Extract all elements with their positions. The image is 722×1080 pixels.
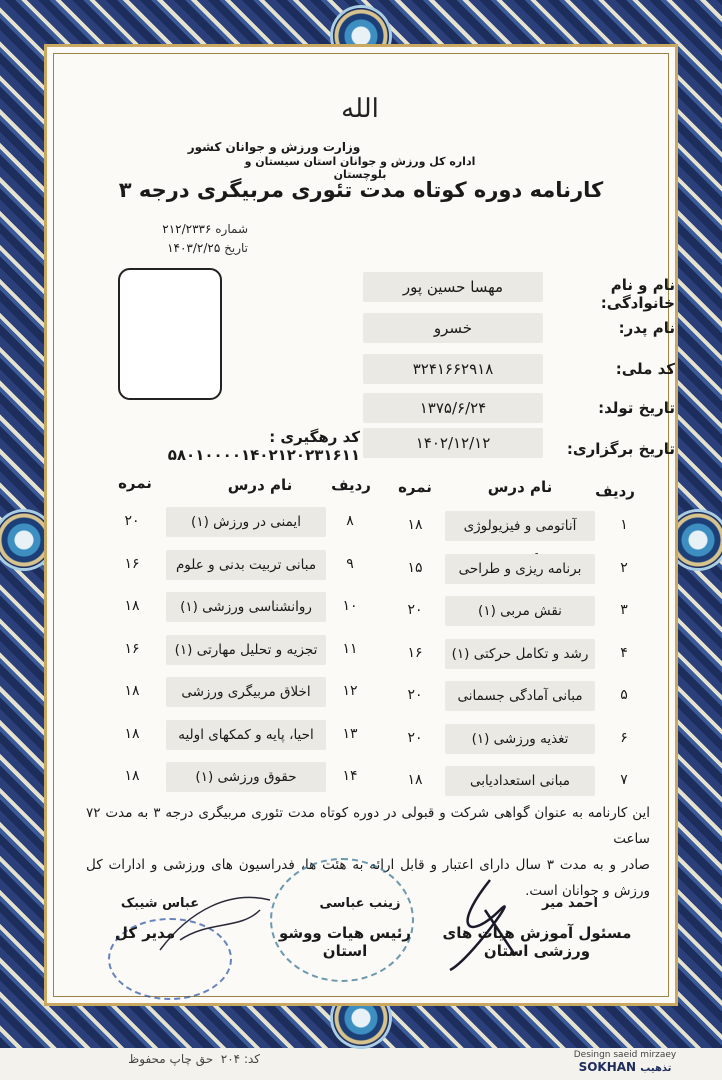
col-course-header-left: نام درس — [227, 476, 293, 494]
row-number-left: ۸ — [346, 513, 354, 529]
grade-left: ۱۸ — [124, 683, 140, 699]
grade-left: ۱۸ — [124, 598, 140, 614]
course-name-left: حقوق ورزشی (۱) — [166, 762, 326, 792]
design-credit — [560, 1050, 690, 1074]
row-number-right: ۱ — [620, 517, 628, 533]
statement-line-2: صادر و به مدت ۳ سال دارای اعتبار و قابل ارائه به هئت ها، فدراسیون های ورزشی و ادارات کل ورزش و جوانان است. — [86, 857, 650, 899]
signer-2-name: زینب عباسی — [319, 896, 401, 911]
row-number-right: ۲ — [620, 559, 628, 576]
course-name-right: مبانی استعدادیابی — [445, 766, 595, 796]
name-label: نام و نام خانوادگی: — [600, 276, 675, 312]
row-number-right: ۵ — [620, 687, 628, 703]
grade-right: ۱۵ — [407, 559, 423, 576]
birth-label: تاریخ تولد: — [598, 399, 675, 417]
row-number-left: ۹ — [346, 555, 354, 572]
row-number-right: ۷ — [620, 772, 628, 788]
grade-left: ۱۸ — [124, 768, 140, 784]
row-number-right: ۶ — [620, 729, 628, 746]
national-id-value: ۳۲۴۱۶۶۲۹۱۸ — [363, 354, 543, 384]
row-number-left: ۱۱ — [342, 640, 358, 657]
father-value: خسرو — [363, 313, 543, 343]
federation-stamp — [270, 858, 414, 982]
col-row-header-right: ردیف — [595, 482, 635, 500]
grade-right: ۲۰ — [407, 729, 423, 746]
col-grade-header-right: نمره — [398, 478, 432, 496]
grade-left: ۱۶ — [124, 640, 140, 657]
brand-sub: تذهیب — [640, 1063, 672, 1074]
photo-placeholder — [118, 268, 222, 400]
reference-block — [108, 220, 248, 258]
footer-copyright: حق چاپ محفوظ — [128, 1052, 214, 1066]
grade-right: ۱۸ — [407, 517, 423, 533]
course-name-right: تغذیه ورزشی (۱) — [445, 724, 595, 754]
tracking-value: ۵۸۰۱۰۰۰۰۱۴۰۲۱۲۰۲۳۱۶۱۱ — [167, 446, 360, 464]
course-name-left: ایمنی در ورزش (۱) — [166, 507, 326, 537]
row-number-left: ۱۲ — [342, 683, 358, 699]
date-label: تاریخ — [224, 241, 248, 255]
course-name-right: مبانی آمادگی جسمانی — [445, 681, 595, 711]
course-name-right: آناتومی و فیزیولوژی — [445, 511, 595, 541]
signer-3-name: عباس شیبک — [120, 896, 200, 911]
row-number-left: ۱۳ — [342, 725, 358, 742]
held-value: ۱۴۰۲/۱۲/۱۲ — [363, 428, 543, 458]
national-emblem: الله — [341, 94, 379, 124]
course-name-right: برنامه ریزی و طراحی — [445, 554, 595, 584]
col-grade-header-left: نمره — [118, 474, 152, 492]
col-course-header-right: نام درس — [487, 478, 553, 496]
signer-1-title: مسئول آموزش هیات های ورزشی استان — [442, 924, 632, 960]
row-number-left: ۱۴ — [342, 768, 358, 784]
national-id-label: کد ملی: — [615, 360, 675, 378]
grade-left: ۲۰ — [124, 513, 140, 529]
col-row-header-left: ردیف — [331, 476, 371, 494]
design-credit-text: Desingn saeid mirzaey — [573, 1050, 677, 1060]
ministry-name: وزارت ورزش و جوانان کشور — [187, 140, 361, 154]
tracking-code — [100, 428, 360, 464]
signer-1-name: احمد میر — [541, 896, 599, 911]
course-name-right: رشد و تکامل حرکتی (۱) — [445, 639, 595, 669]
row-number-left: ۱۰ — [342, 598, 358, 614]
grade-right: ۱۶ — [407, 644, 423, 661]
tracking-label: کد رهگیری : — [269, 428, 360, 446]
course-name-left: روانشناسی ورزشی (۱) — [166, 592, 326, 622]
father-label: نام پدر: — [618, 319, 675, 337]
date-value: ۱۴۰۳/۲/۲۵ — [167, 241, 221, 255]
signer-2-title: رئیس هیات ووشو استان — [278, 924, 412, 960]
number-value: ۲۱۲/۲۳۳۶ — [162, 222, 212, 236]
grade-right: ۱۸ — [407, 772, 423, 788]
page-title: کارنامه دوره کوتاه مدت تئوری مربیگری درجه ۳ — [118, 178, 604, 202]
grade-right: ۲۰ — [407, 687, 423, 703]
course-name-left: مبانی تربیت بدنی و علوم — [166, 550, 326, 580]
footer-code — [110, 1052, 260, 1066]
department-name: اداره کل ورزش و جوانان استان سیستان و بلوچستان — [244, 155, 476, 181]
row-number-right: ۳ — [620, 602, 628, 618]
grade-right: ۲۰ — [407, 602, 423, 618]
row-number-right: ۴ — [620, 644, 628, 661]
course-name-left: احیا، پایه و کمکهای اولیه — [166, 720, 326, 750]
course-name-right: نقش مربی (۱) — [445, 596, 595, 626]
birth-value: ۱۳۷۵/۶/۲۴ — [363, 393, 543, 423]
name-value: مهسا حسین پور — [363, 272, 543, 302]
course-name-left: اخلاق مربیگری ورزشی — [166, 677, 326, 707]
brand-logo: SOKHAN — [578, 1060, 637, 1074]
footer-code-text: کد: ۲۰۴ — [220, 1052, 260, 1066]
held-label: تاریخ برگزاری: — [566, 440, 675, 458]
grade-left: ۱۸ — [124, 725, 140, 742]
number-label: شماره — [215, 222, 248, 236]
grade-left: ۱۶ — [124, 555, 140, 572]
signer-3-title: مدیر کل — [114, 924, 176, 942]
statement-line-1: این کارنامه به عنوان گواهی شرکت و قبولی در دوره کوتاه مدت تئوری مربیگری درجه ۳ به مدت ۷۲ ساعت — [86, 805, 650, 847]
course-name-left: تجزیه و تحلیل مهارتی (۱) — [166, 635, 326, 665]
